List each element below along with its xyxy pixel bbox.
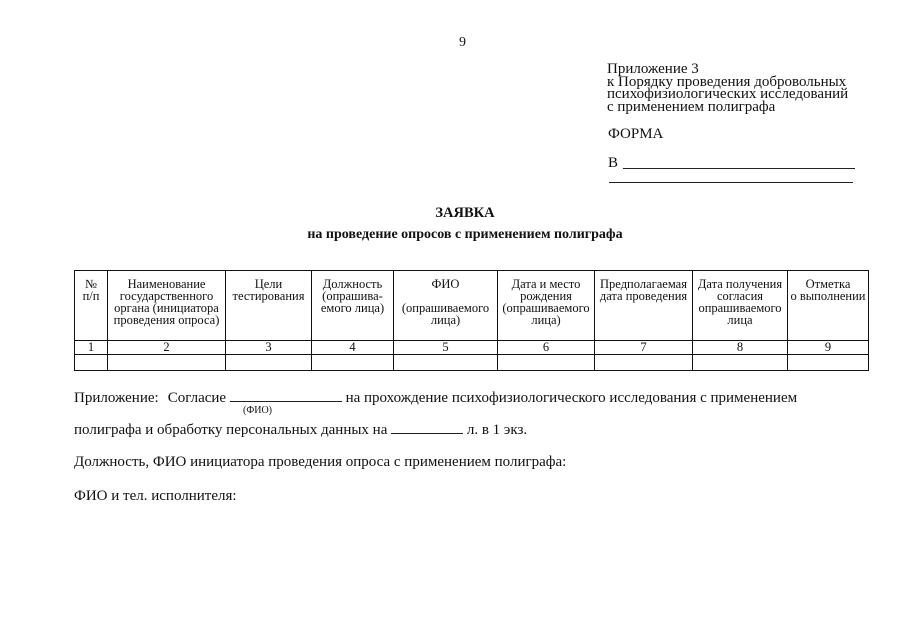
fio-hint: (ФИО) [243,405,273,416]
attachment-label: Приложение: [74,390,159,406]
column-number-cell: 1 [75,341,108,355]
table-empty-cell [788,355,869,371]
appendix-line: психофизиологических исследований [607,86,849,102]
attachment-line-1-text: на прохождение психофизиологического исследования с применением [345,390,798,406]
column-number-cell: 9 [788,341,869,355]
header-cell-completion: Отметка о выполнении [788,271,869,341]
attachment-line-1 [74,389,797,407]
column-number-row [75,341,869,355]
page-number: 9 [459,35,466,50]
appendix-line: с применением полиграфа [607,98,776,115]
column-number-cell: 2 [108,341,226,355]
column-number-cell: 8 [693,341,788,355]
attachment-line-2 [74,421,527,439]
appendix-line: к Порядку проведения добровольных [607,73,847,90]
column-number-cell: 6 [498,341,595,355]
table-empty-cell [595,355,693,371]
table-empty-cell [108,355,226,371]
table-empty-cell [226,355,312,371]
form-label: ФОРМА [608,126,664,142]
table-empty-cell [693,355,788,371]
header-cell-birth: Дата и место рождения (опрашиваемого лица) [498,271,595,341]
appendix-note [607,63,848,113]
document-subtitle: на проведение опросов с применением полиграфа [307,227,623,242]
table-empty-cell [75,355,108,371]
initiator-label: Должность, ФИО инициатора проведения опроса с применением полиграфа: [74,454,567,470]
addressee-prefix: В [608,155,619,171]
header-cell-goals: Цели тестирования [226,271,312,341]
header-cell-organ: Наименование государственного органа (инициатора проведения опроса) [108,271,226,341]
column-number-cell: 5 [394,341,498,355]
table-header-row [75,271,869,341]
table-empty-cell [312,355,394,371]
header-cell-number: № п/п [75,271,108,341]
consent-label: Согласие [167,390,227,406]
appendix-title: Приложение 3 [607,61,699,77]
attachment-line-2-text: полиграфа и обработку персональных данных на [74,422,388,438]
addressee-blank-line [623,168,855,169]
pages-blank-line [391,421,463,434]
header-cell-fio: ФИО (опрашиваемого лица) [394,271,498,341]
fio-blank-line [230,389,342,402]
addressee-blank-line [609,182,853,183]
column-number-cell: 3 [226,341,312,355]
header-cell-planned-date: Предполагаемая дата проведения [595,271,693,341]
header-cell-consent-date: Дата получения согласия опрашиваемого лица [693,271,788,341]
column-number-cell: 4 [312,341,394,355]
header-cell-position: Должность (опрашива- емого лица) [312,271,394,341]
table-empty-cell [498,355,595,371]
executor-label: ФИО и тел. исполнителя: [74,488,237,504]
document-title: ЗАЯВКА [435,205,495,221]
attachment-copies-text: л. в 1 экз. [466,422,528,438]
column-number-cell: 7 [595,341,693,355]
table-empty-cell [394,355,498,371]
request-table [74,270,869,371]
table-empty-row [75,355,869,371]
